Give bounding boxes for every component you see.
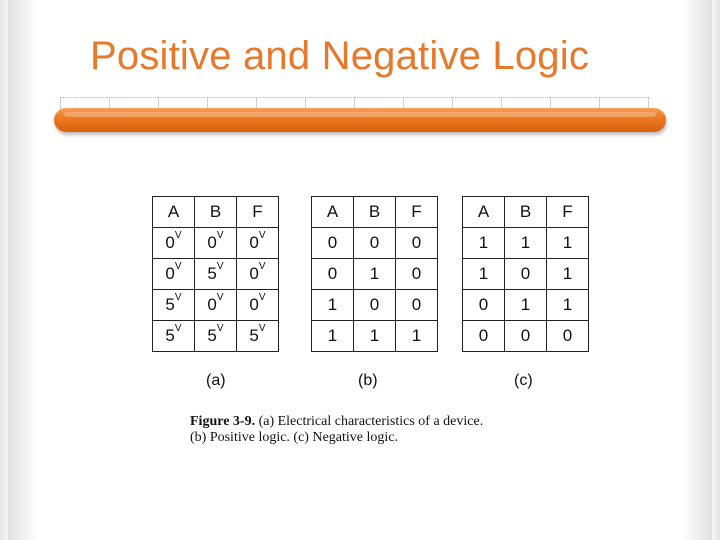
table-row	[312, 290, 438, 321]
volt-unit: V	[174, 292, 182, 303]
truth-table-b	[311, 196, 438, 352]
header-cell: A	[153, 197, 195, 228]
volt-unit: V	[174, 323, 182, 334]
table-cell: 1	[312, 321, 354, 352]
volt-unit: V	[216, 261, 224, 272]
header-cell: B	[354, 197, 396, 228]
table-row	[312, 228, 438, 259]
table-row	[463, 259, 589, 290]
table-row	[463, 321, 589, 352]
table-cell: 1	[547, 290, 589, 321]
table-cell: 0	[463, 290, 505, 321]
volt-unit: V	[216, 230, 224, 241]
table-c-label: (c)	[514, 372, 533, 389]
table-row	[153, 259, 279, 290]
volt-unit: V	[258, 261, 266, 272]
volt-unit: V	[174, 230, 182, 241]
table-row	[153, 290, 279, 321]
orange-divider-bar	[54, 108, 666, 132]
header-cell: B	[505, 197, 547, 228]
table-a-label: (a)	[206, 372, 226, 389]
table-cell: 0	[312, 228, 354, 259]
volt-unit: V	[174, 261, 182, 272]
table-b-label: (b)	[358, 372, 378, 389]
left-decorative-bar	[8, 0, 38, 540]
caption-line-1: Figure 3-9. (a) Electrical characteristics of a device.	[190, 414, 484, 429]
slide-title: Positive and Negative Logic	[90, 34, 590, 78]
volt-unit: V	[258, 292, 266, 303]
table-row	[153, 321, 279, 352]
table-cell: $0^V$	[153, 259, 195, 290]
table-cell: $0^V$	[153, 228, 195, 259]
right-decorative-bar	[682, 0, 712, 540]
table-cell: 0	[505, 259, 547, 290]
table-header-row	[463, 197, 589, 228]
table-cell: $5^V$	[195, 321, 237, 352]
header-cell: F	[396, 197, 438, 228]
table-header-row	[153, 197, 279, 228]
table-cell: $5^V$	[195, 259, 237, 290]
table-cell: $0^V$	[237, 290, 279, 321]
table-cell: 0	[396, 228, 438, 259]
table-row	[153, 228, 279, 259]
table-cell: 0	[505, 321, 547, 352]
table-cell: $0^V$	[237, 259, 279, 290]
table-cell: 1	[547, 228, 589, 259]
table-cell: 1	[505, 228, 547, 259]
header-cell: A	[312, 197, 354, 228]
table-cell: $5^V$	[153, 321, 195, 352]
table-cell: 0	[312, 259, 354, 290]
table-cell: 0	[354, 290, 396, 321]
table-cell: 1	[547, 259, 589, 290]
table-cell: 1	[463, 259, 505, 290]
table-cell: 0	[354, 228, 396, 259]
truth-table-c	[462, 196, 589, 352]
truth-table-a	[152, 196, 279, 352]
table-cell: 1	[312, 290, 354, 321]
figure-number: Figure 3-9.	[190, 414, 256, 429]
table-cell: 0	[396, 290, 438, 321]
table-cell: 1	[354, 259, 396, 290]
table-row	[463, 228, 589, 259]
table-header-row	[312, 197, 438, 228]
volt-unit: V	[258, 230, 266, 241]
table-cell: 0	[463, 321, 505, 352]
table-cell: 1	[396, 321, 438, 352]
table-row	[463, 290, 589, 321]
caption-line-2: (b) Positive logic. (c) Negative logic.	[190, 430, 398, 445]
table-cell: 1	[505, 290, 547, 321]
table-row	[312, 259, 438, 290]
table-cell: $0^V$	[195, 290, 237, 321]
header-cell: A	[463, 197, 505, 228]
header-cell: F	[237, 197, 279, 228]
table-cell: 0	[396, 259, 438, 290]
table-row	[312, 321, 438, 352]
figure-caption	[190, 414, 483, 446]
table-cell: 1	[354, 321, 396, 352]
volt-unit: V	[216, 323, 224, 334]
table-cell: 0	[547, 321, 589, 352]
table-cell: $0^V$	[195, 228, 237, 259]
volt-unit: V	[216, 292, 224, 303]
table-cell: $5^V$	[153, 290, 195, 321]
header-cell: B	[195, 197, 237, 228]
table-cell: 1	[463, 228, 505, 259]
header-cell: F	[547, 197, 589, 228]
volt-unit: V	[258, 323, 266, 334]
table-cell: $5^V$	[237, 321, 279, 352]
table-cell: $0^V$	[237, 228, 279, 259]
